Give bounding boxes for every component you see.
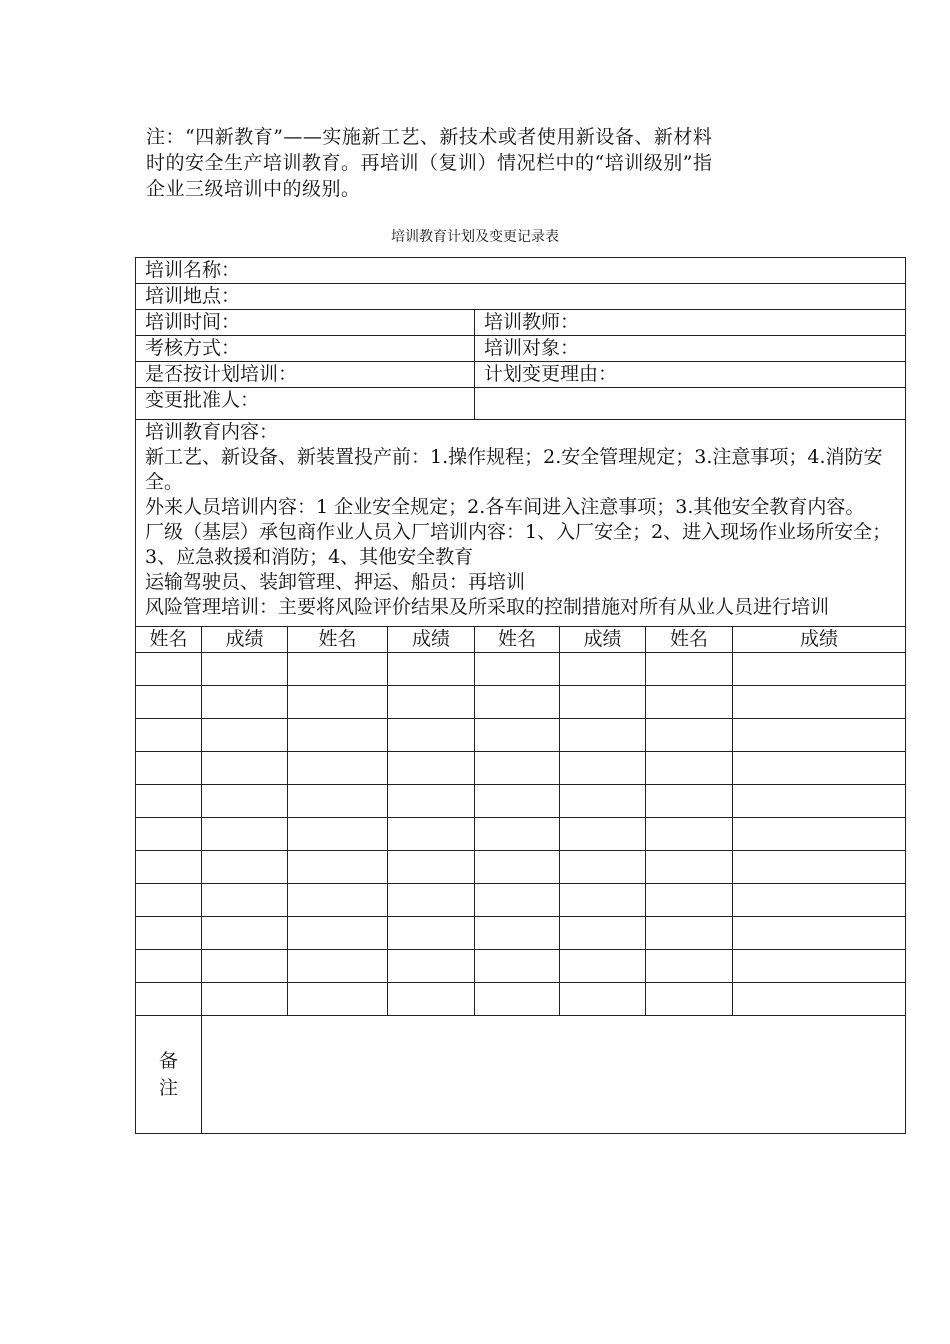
name-cell[interactable] xyxy=(136,686,202,719)
score-cell[interactable] xyxy=(560,719,646,752)
score-cell[interactable] xyxy=(388,719,475,752)
name-cell[interactable] xyxy=(136,818,202,851)
name-cell[interactable] xyxy=(288,719,388,752)
training-time-field[interactable]: 培训时间： xyxy=(136,310,475,336)
name-cell[interactable] xyxy=(136,785,202,818)
name-cell[interactable] xyxy=(646,950,733,983)
score-cell[interactable] xyxy=(560,884,646,917)
content-item: 风险管理培训：主要将风险评价结果及所采取的控制措施对所有从业人员进行培训 xyxy=(145,596,830,618)
score-header: 成绩 xyxy=(560,627,646,653)
content-item: 运输驾驶员、装卸管理、押运、船员：再培训 xyxy=(145,571,526,593)
table-row xyxy=(136,851,906,884)
score-cell[interactable] xyxy=(388,818,475,851)
content-heading: 培训教育内容： xyxy=(145,421,279,443)
content-item: 厂级（基层）承包商作业人员入厂培训内容：1、入厂安全；2、进入现场作业场所安全；3、应急救援和消防；4、其他安全教育 xyxy=(145,521,892,568)
table-row xyxy=(136,752,906,785)
score-cell[interactable] xyxy=(388,851,475,884)
score-cell[interactable] xyxy=(560,818,646,851)
score-cell[interactable] xyxy=(388,884,475,917)
score-cell[interactable] xyxy=(388,686,475,719)
name-cell[interactable] xyxy=(646,884,733,917)
score-cell[interactable] xyxy=(560,917,646,950)
name-cell[interactable] xyxy=(646,653,733,686)
name-cell[interactable] xyxy=(646,719,733,752)
score-cell[interactable] xyxy=(560,950,646,983)
name-cell[interactable] xyxy=(136,917,202,950)
name-cell[interactable] xyxy=(475,818,560,851)
training-location-field[interactable]: 培训地点： xyxy=(136,284,906,310)
table-row xyxy=(136,686,906,719)
training-record-table xyxy=(135,257,906,1134)
score-cell[interactable] xyxy=(733,950,906,983)
training-name-field[interactable]: 培训名称： xyxy=(136,258,906,284)
table-row xyxy=(136,983,906,1016)
score-cell[interactable] xyxy=(202,851,288,884)
name-cell[interactable] xyxy=(475,884,560,917)
name-cell[interactable] xyxy=(288,884,388,917)
score-cell[interactable] xyxy=(560,653,646,686)
score-cell[interactable] xyxy=(733,884,906,917)
score-cell[interactable] xyxy=(733,686,906,719)
table-row xyxy=(136,653,906,686)
score-cell[interactable] xyxy=(560,785,646,818)
table-row xyxy=(136,719,906,752)
score-cell[interactable] xyxy=(202,719,288,752)
name-cell[interactable] xyxy=(136,851,202,884)
change-approver-value[interactable] xyxy=(475,388,906,420)
score-cell[interactable] xyxy=(388,653,475,686)
note-line: 注：“四新教育”——实施新工艺、新技术或者使用新设备、新材料 xyxy=(146,126,713,148)
score-cell[interactable] xyxy=(202,884,288,917)
table-row xyxy=(136,818,906,851)
table-row xyxy=(136,884,906,917)
score-cell[interactable] xyxy=(733,818,906,851)
score-header: 成绩 xyxy=(388,627,475,653)
name-cell[interactable] xyxy=(475,653,560,686)
score-cell[interactable] xyxy=(733,785,906,818)
name-cell[interactable] xyxy=(136,884,202,917)
score-header-row xyxy=(136,627,906,653)
table-title: 培训教育计划及变更记录表 xyxy=(391,229,559,245)
name-header: 姓名 xyxy=(646,627,733,653)
name-cell[interactable] xyxy=(288,653,388,686)
score-cell[interactable] xyxy=(202,983,288,1016)
content-item: 外来人员培训内容：1 企业安全规定；2.各车间进入注意事项；3.其他安全教育内容。 xyxy=(145,496,865,518)
score-cell[interactable] xyxy=(388,752,475,785)
remark-label xyxy=(136,1016,202,1134)
change-approver-field[interactable]: 变更批准人： xyxy=(136,388,475,420)
score-cell[interactable] xyxy=(202,917,288,950)
note-line: 时的安全生产培训教育。再培训（复训）情况栏中的“培训级别”指 xyxy=(146,152,713,174)
name-cell[interactable] xyxy=(475,950,560,983)
name-cell[interactable] xyxy=(475,851,560,884)
name-header: 姓名 xyxy=(475,627,560,653)
name-cell[interactable] xyxy=(646,917,733,950)
table-row xyxy=(136,785,906,818)
score-cell[interactable] xyxy=(733,653,906,686)
score-cell[interactable] xyxy=(202,950,288,983)
name-cell[interactable] xyxy=(288,686,388,719)
name-cell[interactable] xyxy=(136,950,202,983)
score-cell[interactable] xyxy=(388,983,475,1016)
name-cell[interactable] xyxy=(475,983,560,1016)
score-cell[interactable] xyxy=(733,917,906,950)
score-cell[interactable] xyxy=(733,719,906,752)
score-cell[interactable] xyxy=(388,950,475,983)
name-cell[interactable] xyxy=(646,785,733,818)
score-cell[interactable] xyxy=(202,752,288,785)
remark-field[interactable] xyxy=(202,1016,906,1134)
table-row xyxy=(136,950,906,983)
note-line: 企业三级培训中的级别。 xyxy=(146,178,361,200)
name-cell[interactable] xyxy=(475,686,560,719)
score-cell[interactable] xyxy=(202,818,288,851)
score-cell[interactable] xyxy=(560,851,646,884)
planned-training-field[interactable]: 是否按计划培训： xyxy=(136,362,475,388)
score-rows xyxy=(136,653,906,1016)
score-cell[interactable] xyxy=(733,983,906,1016)
name-cell[interactable] xyxy=(646,752,733,785)
score-cell[interactable] xyxy=(560,686,646,719)
assessment-method-field[interactable]: 考核方式： xyxy=(136,336,475,362)
score-cell[interactable] xyxy=(202,653,288,686)
score-cell[interactable] xyxy=(202,686,288,719)
trainer-field[interactable]: 培训教师： xyxy=(475,310,906,336)
name-cell[interactable] xyxy=(646,686,733,719)
name-header: 姓名 xyxy=(288,627,388,653)
remark-label-char: 注 xyxy=(158,1076,178,1099)
name-cell[interactable] xyxy=(646,851,733,884)
remark-label-char: 备 xyxy=(158,1049,178,1072)
name-cell[interactable] xyxy=(475,785,560,818)
training-content-cell[interactable] xyxy=(136,420,906,627)
name-cell[interactable] xyxy=(475,752,560,785)
score-header: 成绩 xyxy=(733,627,906,653)
name-cell[interactable] xyxy=(288,983,388,1016)
name-cell[interactable] xyxy=(475,917,560,950)
name-cell[interactable] xyxy=(288,752,388,785)
name-cell[interactable] xyxy=(136,719,202,752)
content-item: 新工艺、新设备、新装置投产前：1.操作规程；2.安全管理规定；3.注意事项；4.消防安全。 xyxy=(145,446,883,493)
score-cell[interactable] xyxy=(733,752,906,785)
score-cell[interactable] xyxy=(388,917,475,950)
note-paragraph xyxy=(146,124,818,202)
name-cell[interactable] xyxy=(288,851,388,884)
name-cell[interactable] xyxy=(288,950,388,983)
table-row xyxy=(136,917,906,950)
name-cell[interactable] xyxy=(646,983,733,1016)
name-cell[interactable] xyxy=(288,785,388,818)
score-cell[interactable] xyxy=(202,785,288,818)
name-cell[interactable] xyxy=(136,653,202,686)
score-cell[interactable] xyxy=(388,785,475,818)
change-reason-field[interactable]: 计划变更理由： xyxy=(475,362,906,388)
name-cell[interactable] xyxy=(646,818,733,851)
score-cell[interactable] xyxy=(560,983,646,1016)
name-header: 姓名 xyxy=(136,627,202,653)
score-cell[interactable] xyxy=(560,752,646,785)
name-cell[interactable] xyxy=(136,752,202,785)
name-cell[interactable] xyxy=(475,719,560,752)
score-header: 成绩 xyxy=(202,627,288,653)
training-target-field[interactable]: 培训对象： xyxy=(475,336,906,362)
name-cell[interactable] xyxy=(288,818,388,851)
score-cell[interactable] xyxy=(733,851,906,884)
name-cell[interactable] xyxy=(288,917,388,950)
name-cell[interactable] xyxy=(136,983,202,1016)
